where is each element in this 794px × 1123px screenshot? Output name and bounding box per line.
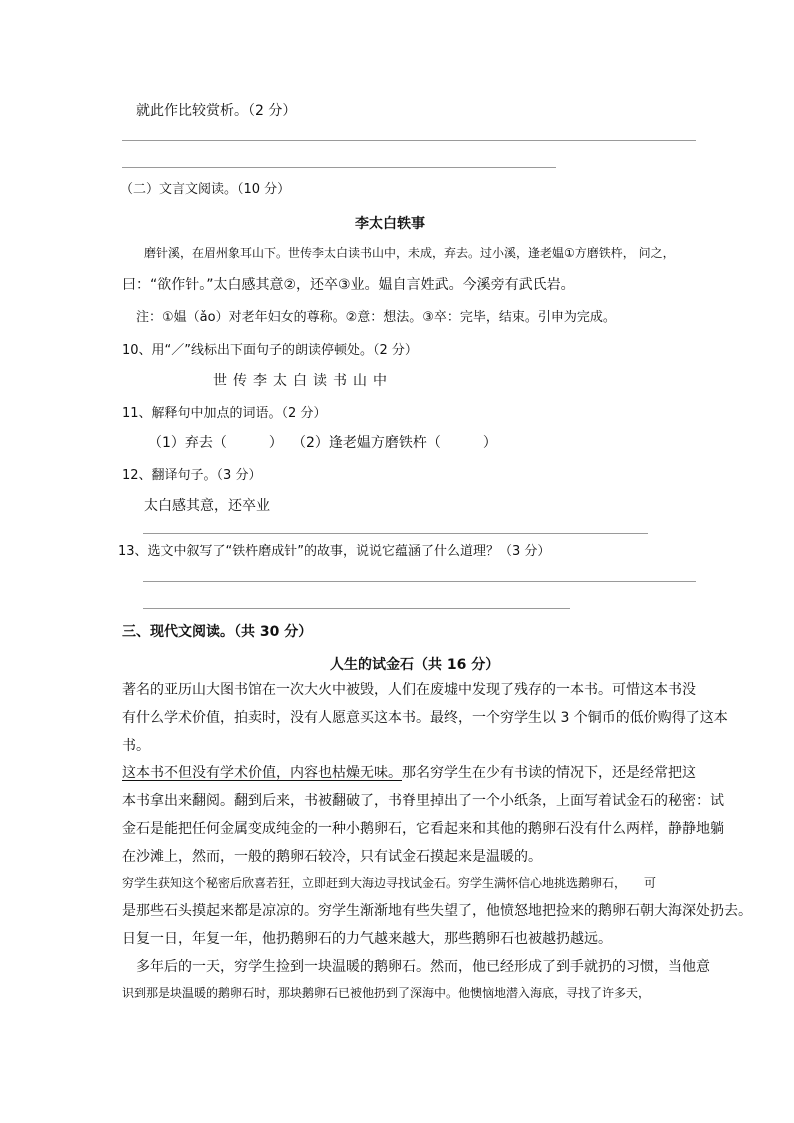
section-header-modern: 三、现代文阅读。（共 30 分） [122, 624, 313, 640]
paragraph-line: 金石是能把任何金属变成纯金的一种小鹅卵石，它看起来和其他的鹅卵石没有什么两样，静静地躺 [122, 821, 724, 837]
paragraph-line [122, 762, 696, 782]
paragraph-line: 书。 [122, 738, 150, 754]
paragraph-line: 著名的亚历山大图书馆在一次大火中被毁，人们在废墟中发现了残存的一本书。可惜这本书没 [122, 682, 696, 698]
paragraph-line: 识到那是块温暖的鹅卵石时，那块鹅卵石已被他扔到了深海中。他懊恼地潜入海底，寻找了许多天， [122, 986, 651, 1000]
answer-line [143, 533, 648, 534]
q10-sentence: 世传李太白读书山中 [213, 373, 393, 389]
passage-line: 磨针溪，在眉州象耳山下。世传李太白读书山中，未成，弃去。过小溪，逢老媪①方磨铁杵， 问之， [144, 246, 675, 260]
passage-title: 李太白轶事 [355, 216, 425, 232]
underlined-sentence: 这本书不但没有学术价值，内容也枯燥无味。 [122, 765, 402, 781]
section-header-classical: （二）文言文阅读。（10 分） [120, 182, 291, 197]
answer-line [143, 581, 696, 582]
prompt-end-line: 就此作比较赏析。（2 分） [136, 103, 297, 119]
question-13: 13、选文中叙写了“铁杵磨成针”的故事，说说它蕴涵了什么道理？（3 分） [118, 544, 551, 559]
article-title: 人生的试金石（共 16 分） [330, 657, 500, 673]
answer-line [143, 608, 570, 609]
notes: 注：①媪（ǎo）对老年妇女的尊称。②意：想法。③卒：完毕，结束。引申为完成。 [136, 310, 616, 325]
paragraph-line: 多年后的一天，穷学生捡到一块温暖的鹅卵石。然而，他已经形成了到手就扔的习惯，当他意 [136, 959, 710, 975]
answer-line [122, 140, 696, 141]
q11-item-2: （2）逢老媪方磨铁杵（ ） [292, 435, 497, 451]
paragraph-line: 穷学生获知这个秘密后欣喜若狂，立即赶到大海边寻找试金石。穷学生满怀信心地挑选鹅卵石， 可 [122, 876, 657, 890]
question-12: 12、翻译句子。（3 分） [122, 468, 262, 483]
q12-sentence: 太白感其意，还卒业 [144, 498, 270, 514]
paragraph-text: 那名穷学生在少有书读的情况下，还是经常把这 [402, 765, 696, 781]
question-11: 11、解释句中加点的词语。（2 分） [122, 406, 327, 421]
paragraph-line: 本书拿出来翻阅。翻到后来，书被翻破了，书脊里掉出了一个小纸条，上面写着试金石的秘密：试 [122, 793, 724, 809]
passage-line: 曰：“欲作针。”太白感其意②，还卒③业。媪自言姓武。今溪旁有武氏岩。 [122, 277, 575, 293]
paragraph-line: 有什么学术价值，拍卖时，没有人愿意买这本书。最终，一个穷学生以 3 个铜币的低价购得了这本 [122, 710, 728, 726]
answer-line [122, 167, 556, 168]
paragraph-line: 日复一日，年复一年，他扔鹅卵石的力气越来越大，那些鹅卵石也被越扔越远。 [122, 931, 612, 947]
q11-item-1: （1）弃去（ ） [148, 435, 283, 451]
question-10: 10、用“／”线标出下面句子的朗读停顿处。（2 分） [122, 343, 418, 358]
paragraph-line: 在沙滩上，然而，一般的鹅卵石较冷，只有试金石摸起来是温暖的。 [122, 849, 542, 865]
paragraph-line: 是那些石头摸起来都是凉凉的。穷学生渐渐地有些失望了，他愤怒地把捡来的鹅卵石朝大海深处扔去。 [122, 903, 752, 919]
